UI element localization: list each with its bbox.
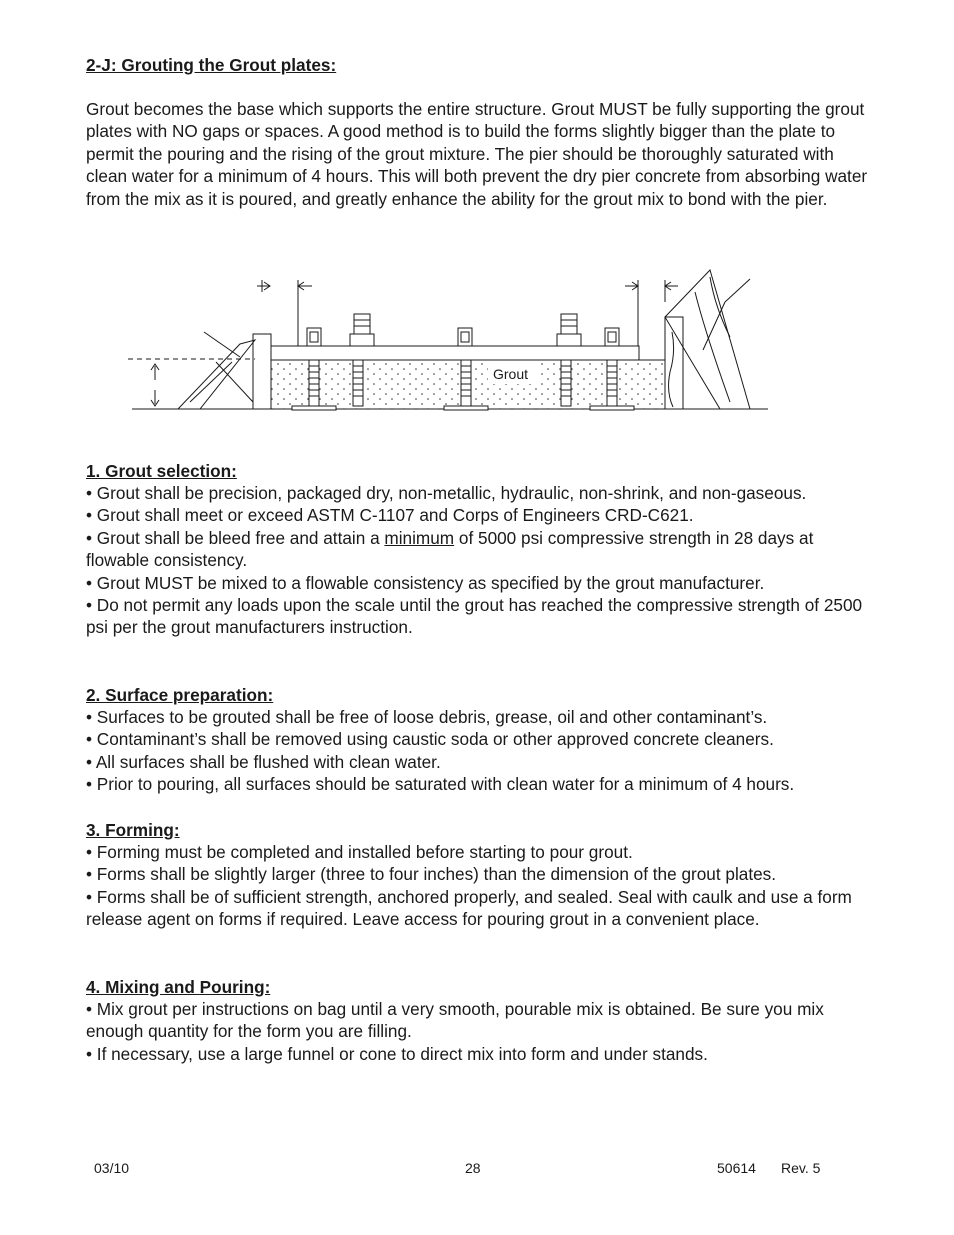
- list-item: • If necessary, use a large funnel or cone to direct mix into form and under stands.: [86, 1043, 708, 1064]
- grout-selection-heading: 1. Grout selection:: [86, 461, 237, 481]
- surface-preparation-heading: 2. Surface preparation:: [86, 685, 274, 705]
- footer-revision: Rev. 5: [781, 1160, 821, 1176]
- list-item: • Contaminant’s shall be removed using caustic soda or other approved concrete cleaners.: [86, 729, 774, 750]
- grout-label: Grout: [493, 366, 529, 382]
- left-form-board: [253, 334, 271, 409]
- list-item: • Prior to pouring, all surfaces should be saturated with clean water for a minimum of 4 hours.: [86, 774, 795, 795]
- forming-heading: 3. Forming:: [86, 820, 180, 840]
- mixing-pouring-list: [86, 998, 876, 1065]
- list-item-text: of 5000 psi compressive strength in 28 days at flowable consistency.: [86, 527, 814, 571]
- list-item: • All surfaces shall be flushed with clean water.: [86, 751, 441, 772]
- surface-preparation-list: [86, 706, 876, 796]
- list-item: • Grout shall meet or exceed ASTM C-1107 and Corps of Engineers CRD-C621.: [86, 505, 694, 526]
- list-item: [86, 527, 876, 572]
- forming-list: [86, 841, 876, 931]
- footer-doc-number: 50614: [717, 1160, 756, 1176]
- grout-forming-diagram: [120, 262, 780, 422]
- plate-nuts: [307, 314, 619, 346]
- section-title: 2-J: Grouting the Grout plates:: [86, 55, 337, 75]
- list-item: • Forms shall be slightly larger (three to four inches) than the dimension of the grout plates.: [86, 864, 777, 885]
- list-item: • Surfaces to be grouted shall be free of loose debris, grease, oil and other contaminant’s.: [86, 707, 768, 727]
- list-item: • Grout MUST be mixed to a flowable consistency as specified by the grout manufacturer.: [86, 572, 765, 593]
- list-item: • Forming must be completed and installed before starting to pour grout.: [86, 842, 633, 862]
- list-item: • Mix grout per instructions on bag until a very smooth, pourable mix is obtained. Be sure you mix enough quantity for the form you are filling.: [86, 999, 824, 1042]
- intro-paragraph: Grout becomes the base which supports the entire structure. Grout MUST be fully supporting the grout plates with NO gaps or spaces. A good method is to build the forms slightly bigger than the plate to permit the pouring and the rising of the grout mixture. The pier should be thoroughly saturated with clean water for a minimum of 4 hours. This will both prevent the dry pier concrete from absorbing water from the mix as it is poured, and greatly enhance the ability for the grout mix to bond with the pier.: [86, 99, 868, 209]
- footer-date: 03/10: [94, 1160, 130, 1176]
- left-brace: [178, 340, 255, 409]
- list-item: • Grout shall be precision, packaged dry, non-metallic, hydraulic, non-shrink, and non-gaseous.: [86, 483, 807, 503]
- list-item: • Forms shall be of sufficient strength, anchored properly, and sealed. Seal with caulk and use a form release agent on forms if required. Leave access for pouring grout in a convenient place.: [86, 886, 852, 930]
- grout-plate: [271, 346, 639, 360]
- list-item: • Do not permit any loads upon the scale until the grout has reached the compressive strength of 2500 psi per the grout manufacturers instruction.: [86, 595, 863, 638]
- list-item-text: • Grout shall be bleed free and attain a: [86, 527, 385, 548]
- grout-selection-list: [86, 482, 876, 639]
- mixing-pouring-heading: 4. Mixing and Pouring:: [86, 977, 271, 997]
- right-form-board: [665, 317, 683, 409]
- footer-page-number: 28: [465, 1160, 481, 1176]
- emphasis-minimum: minimum: [384, 527, 455, 548]
